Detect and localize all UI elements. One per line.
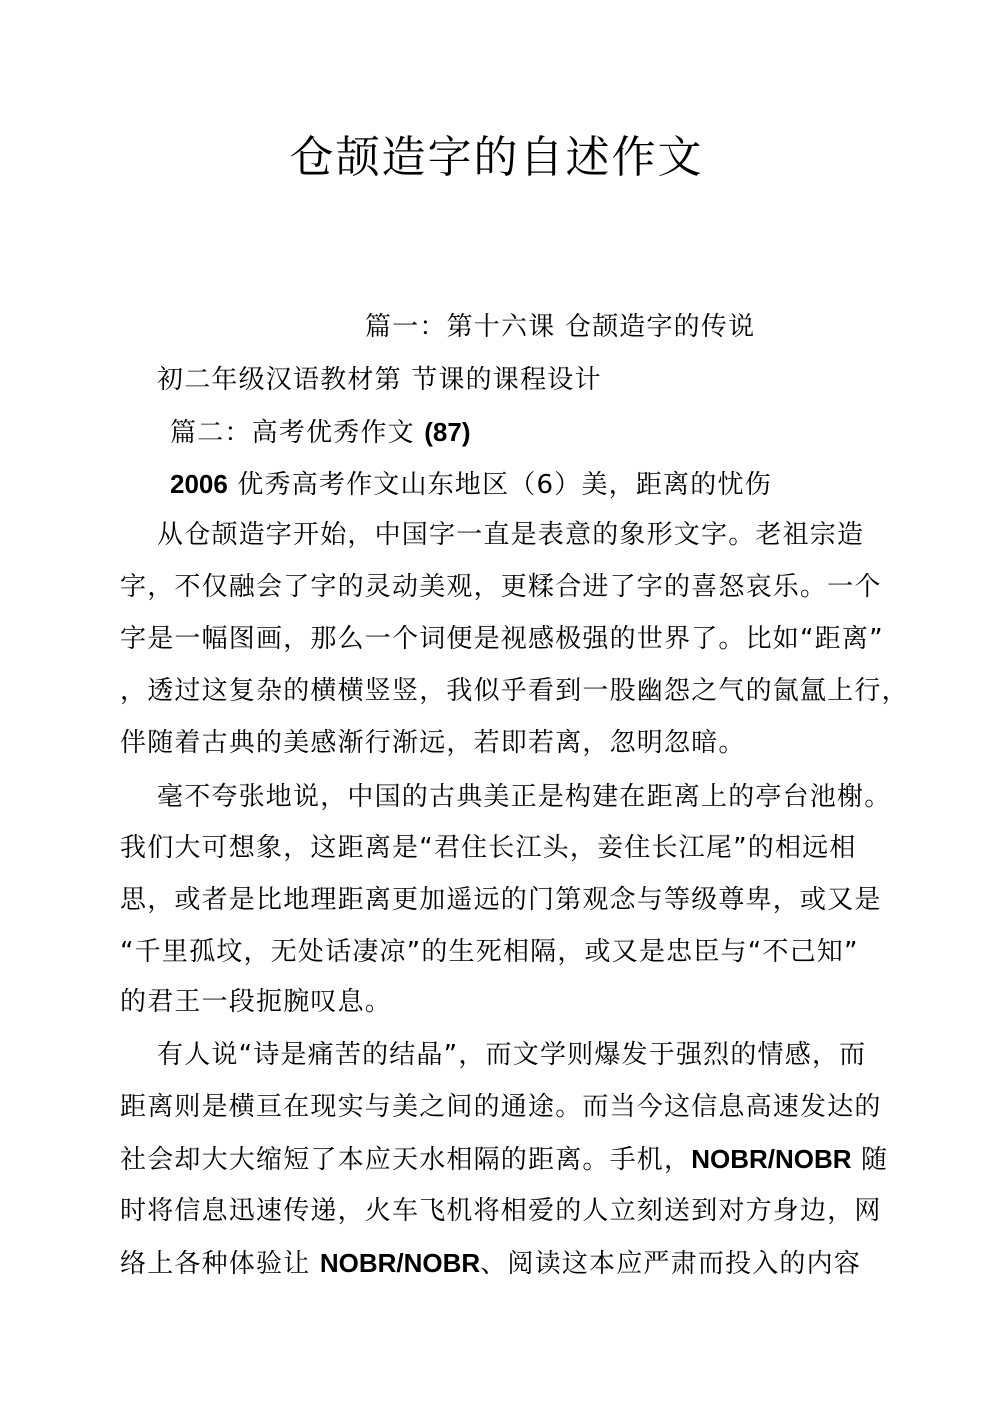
paragraph-line: 的君王一段扼腕叹息。 [120,987,393,1017]
paragraph-line: 伴随着古典的美感渐行渐远，若即若离，忽明忽暗。 [120,728,746,758]
line-text: 、阅读这本应严肃而投入的内容 [480,1249,862,1279]
paragraph-line: 从仓颉造字开始，中国字一直是表意的象形文字。老祖宗造 [157,520,865,550]
line-text: 社会却大大缩短了本应天水相隔的距离。手机， [120,1145,692,1175]
heading-article-one: 篇一：第十六课 仓颉造字的传说 [365,312,756,342]
paragraph-line: 有人说“诗是痛苦的结晶”，而文学则爆发于强烈的情感，而 [157,1040,867,1070]
paragraph-line: 字，不仅融会了字的灵动美观，更糅合进了字的喜怒哀乐。一个 [120,572,882,602]
paragraph-line: ，透过这复杂的横横竖竖，我似乎看到一股幽怨之气的氤氲上行， [120,676,909,706]
document-title: 仓颉造字的自述作文 [289,132,704,183]
heading-course-design: 初二年级汉语教材第 节课的课程设计 [157,365,602,395]
paragraph-line: 毫不夸张地说，中国的古典美正是构建在距离上的亭台池榭。 [157,782,892,812]
paragraph-line [120,1245,861,1282]
paragraph-line: “千里孤坟，无处话凄凉”的生死相隔，或又是忠臣与“不己知” [120,937,859,967]
line-text: 络上各种体验让 [120,1249,320,1279]
essay-title-text: 优秀高考作文山东地区（6）美，距离的忧伤 [227,470,772,500]
heading-article-two-number: (87) [424,417,471,447]
paragraph-line: 我们大可想象，这距离是“君住长江头，妾住长江尾”的相远相 [120,833,857,863]
heading-essay-title [170,466,772,503]
paragraph-line [120,1141,888,1178]
paragraph-line: 时将信息迅速传递，火车飞机将相爱的人立刻送到对方身边，网 [120,1196,882,1226]
heading-article-two [170,414,471,451]
heading-article-two-label: 篇二：高考优秀作文 [170,418,425,448]
paragraph-line: 距离则是横亘在现实与美之间的通途。而当今这信息高速发达的 [120,1092,882,1122]
paragraph-line: 思，或者是比地理距离更加遥远的门第观念与等级尊卑，或又是 [120,885,882,915]
nobr-token: NOBR/NOBR [319,1248,481,1278]
nobr-token: NOBR/NOBR [691,1144,852,1174]
paragraph-line: 字是一幅图画，那么一个词便是视感极强的世界了。比如“距离” [120,624,884,654]
line-text: 随 [851,1145,889,1175]
essay-year: 2006 [170,469,228,499]
